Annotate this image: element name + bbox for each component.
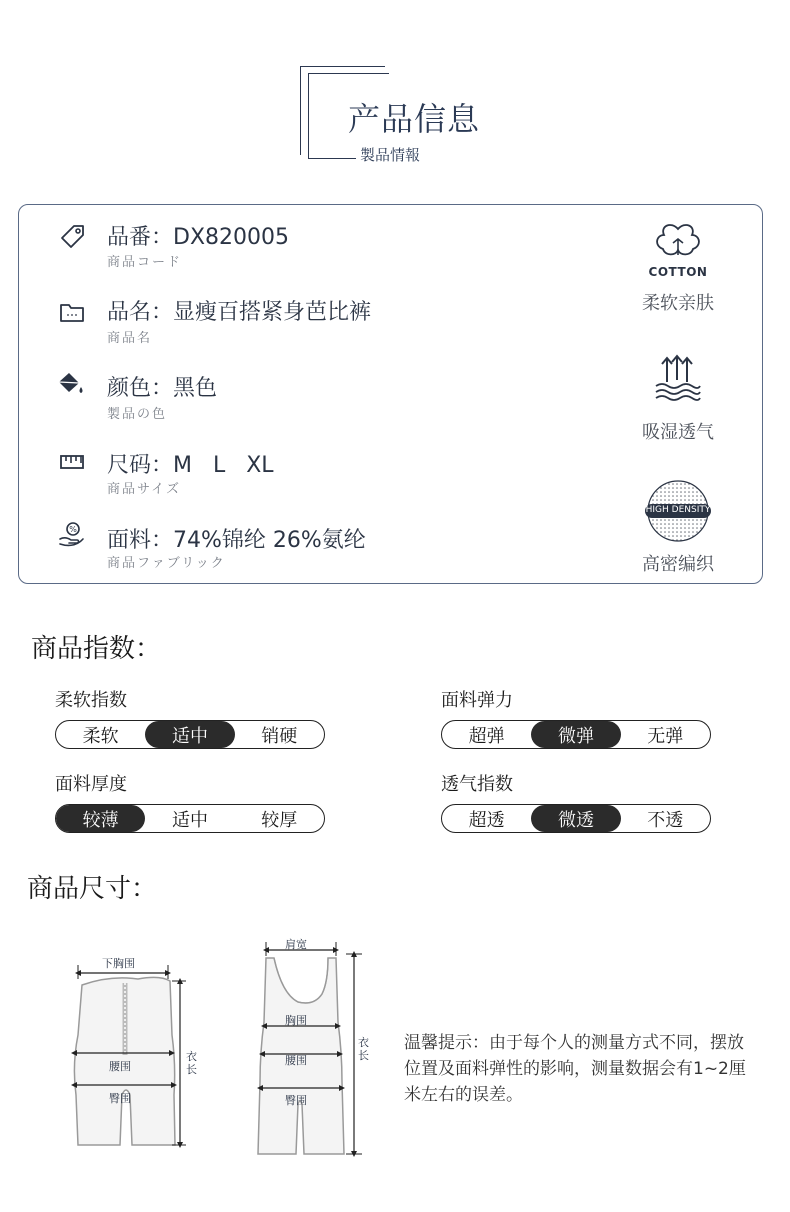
- index-thickness-name: 面料厚度: [55, 774, 127, 795]
- info-item-code: 品番：DX820005: [107, 225, 289, 250]
- index-breathability-option: 超透: [468, 809, 505, 831]
- back-length-label: 衣长: [358, 1036, 369, 1062]
- cotton-icon: [651, 221, 705, 261]
- index-softness-option: 销硬: [261, 725, 298, 747]
- index-elasticity-option-selected: 微弹: [531, 721, 620, 748]
- back-waist-label: 腰围: [285, 1054, 307, 1067]
- front-waist-label: 腰围: [109, 1060, 131, 1073]
- index-breathability-scale: [441, 804, 711, 833]
- index-elasticity-scale: [441, 720, 711, 749]
- index-softness-option: 柔软: [82, 725, 119, 747]
- measurement-note: 温馨提示：由于每个人的测量方式不同，摆放位置及面料弹性的影响，测量数据会有1~2厘米左右的误差。: [404, 1033, 746, 1105]
- feature-soft-label: 柔软亲肤: [642, 293, 714, 314]
- back-shoulder-label: 肩宽: [285, 938, 307, 951]
- feature-breathable-label: 吸湿透气: [642, 422, 714, 443]
- info-item-name: 品名：显瘦百搭紧身芭比裤: [107, 300, 372, 325]
- info-item-fabric-sub: 商品ファブリック: [107, 556, 226, 571]
- front-hip-label: 臀围: [109, 1092, 131, 1105]
- info-item-code-sub: 商品コード: [107, 255, 183, 270]
- info-item-color-sub: 製品の色: [107, 407, 168, 422]
- size-title: 商品尺寸：: [27, 874, 158, 904]
- index-thickness-option: 适中: [171, 809, 208, 831]
- tag-icon: [58, 222, 86, 250]
- paint-bucket-icon: [56, 370, 84, 398]
- breathable-arrows-icon: [652, 354, 702, 402]
- info-item-color: 颜色：黑色: [107, 376, 218, 401]
- index-elasticity-option: 无弹: [647, 725, 684, 747]
- info-item-name-sub: 商品名: [107, 331, 153, 346]
- indices-title: 商品指数：: [31, 634, 162, 664]
- index-softness-name: 柔软指数: [55, 690, 127, 711]
- index-thickness-option: 较厚: [261, 809, 298, 831]
- feature-density-label: 高密编织: [642, 554, 714, 575]
- folder-icon: [58, 298, 86, 326]
- index-softness-scale: [55, 720, 325, 749]
- cotton-badge: COTTON: [648, 265, 708, 279]
- index-softness-option-selected: 适中: [145, 721, 234, 748]
- index-thickness-option-selected: 较薄: [56, 805, 145, 832]
- back-hip-label: 臀围: [285, 1094, 307, 1107]
- index-elasticity-name: 面料弹力: [441, 690, 513, 711]
- fabric-percent-icon: [58, 520, 86, 548]
- info-item-size-sub: 商品サイズ: [107, 482, 181, 497]
- index-breathability-name: 透气指数: [441, 774, 513, 795]
- index-thickness-scale: [55, 804, 325, 833]
- front-length-label: 衣长: [186, 1050, 197, 1076]
- page-title: 产品信息: [348, 100, 481, 138]
- info-item-fabric: 面料：74%锦纶 26%氨纶: [107, 528, 366, 553]
- info-item-size: 尺码：M L XL: [107, 453, 274, 478]
- page-subtitle: 製品情報: [356, 144, 424, 165]
- ruler-icon: [58, 448, 86, 476]
- svg-text:%: %: [69, 525, 77, 534]
- index-breathability-option-selected: 微透: [531, 805, 620, 832]
- index-elasticity-option: 超弹: [468, 725, 505, 747]
- index-breathability-option: 不透: [647, 809, 684, 831]
- front-under-bust-label: 下胸围: [102, 957, 135, 970]
- high-density-badge: HIGH DENSITY: [645, 505, 711, 515]
- back-bust-label: 胸围: [285, 1014, 307, 1027]
